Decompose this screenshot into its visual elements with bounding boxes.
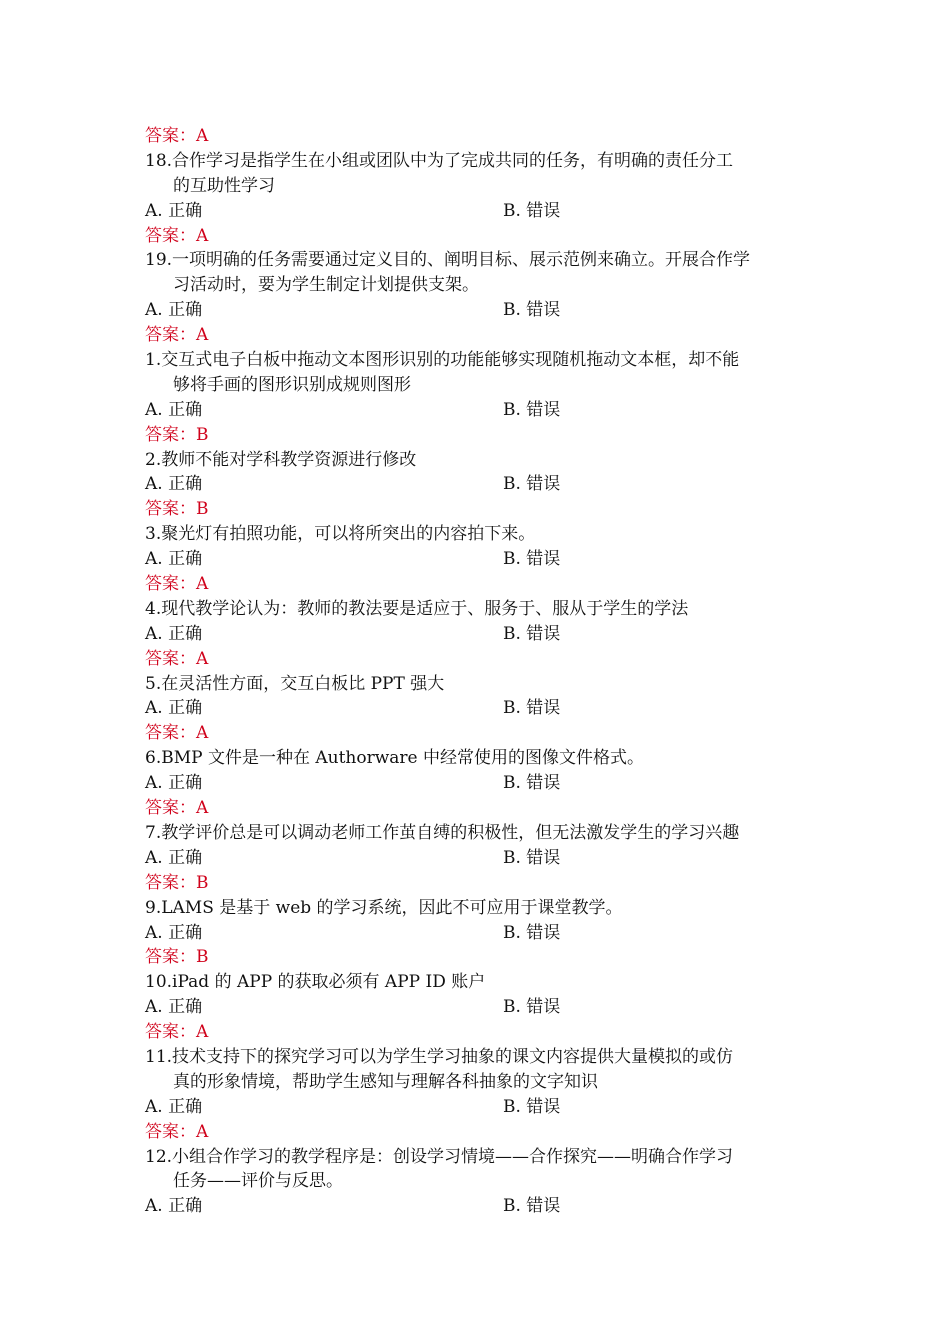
options-row — [145, 199, 815, 224]
options-row — [145, 771, 815, 796]
question-list — [145, 124, 815, 1219]
option-b: B. 错误 — [503, 399, 561, 420]
option-a: A. 正确 — [145, 623, 203, 644]
option-b: B. 错误 — [503, 549, 561, 570]
option-b: B. 错误 — [503, 922, 561, 943]
option-a: A. 正确 — [145, 997, 203, 1018]
answer-line: 答案：A — [145, 325, 209, 346]
question-text: 5.在灵活性方面，交互白板比 PPT 强大 — [145, 673, 445, 694]
options-row — [145, 921, 815, 946]
question-text: 18.合作学习是指学生在小组或团队中为了完成共同的任务，有明确的责任分工 — [145, 150, 734, 171]
question-text: 2.教师不能对学科教学资源进行修改 — [145, 449, 417, 470]
question-text-continued: 真的形象情境，帮助学生感知与理解各科抽象的文字知识 — [173, 1071, 598, 1092]
option-a: A. 正确 — [145, 1096, 203, 1117]
option-a: A. 正确 — [145, 1196, 203, 1217]
option-a: A. 正确 — [145, 773, 203, 794]
question-text: 4.现代教学论认为：教师的教法要是适应于、服务于、服从于学生的学法 — [145, 598, 689, 619]
options-row — [145, 846, 815, 871]
answer-line: 答案：A — [145, 1121, 209, 1142]
question-text-continued: 习活动时，要为学生制定计划提供支架。 — [173, 275, 479, 296]
options-row — [145, 472, 815, 497]
question-text-continued: 够将手画的图形识别成规则图形 — [173, 374, 411, 395]
option-b: B. 错误 — [503, 698, 561, 719]
question-text-continued: 的互助性学习 — [173, 175, 275, 196]
options-row — [145, 547, 815, 572]
answer-line: 答案：A — [145, 225, 209, 246]
answer-line: 答案：A — [145, 126, 209, 146]
answer-line: 答案：B — [145, 499, 209, 520]
answer-line: 答案：B — [145, 947, 209, 968]
option-b: B. 错误 — [503, 300, 561, 321]
option-a: A. 正确 — [145, 847, 203, 868]
question-text: 19.一项明确的任务需要通过定义目的、阐明目标、展示范例来确立。开展合作学 — [145, 250, 751, 271]
option-b: B. 错误 — [503, 773, 561, 794]
option-a: A. 正确 — [145, 922, 203, 943]
option-b: B. 错误 — [503, 997, 561, 1018]
options-row — [145, 995, 815, 1020]
answer-line: 答案：A — [145, 648, 209, 669]
options-row — [145, 1194, 815, 1219]
question-text: 7.教学评价总是可以调动老师工作茧自缚的积极性，但无法激发学生的学习兴趣 — [145, 822, 740, 843]
question-text: 6.BMP 文件是一种在 Authorware 中经常使用的图像文件格式。 — [145, 748, 645, 769]
question-text: 9.LAMS 是基于 web 的学习系统，因此不可应用于课堂教学。 — [145, 897, 623, 918]
option-b: B. 错误 — [503, 474, 561, 495]
option-b: B. 错误 — [503, 1196, 561, 1217]
question-text: 12.小组合作学习的教学程序是：创设学习情境——合作探究——明确合作学习 — [145, 1146, 734, 1167]
option-b: B. 错误 — [503, 1096, 561, 1117]
question-text: 1.交互式电子白板中拖动文本图形识别的功能能够实现随机拖动文本框，却不能 — [145, 350, 740, 371]
question-text: 3.聚光灯有拍照功能，可以将所突出的内容拍下来。 — [145, 524, 536, 545]
option-a: A. 正确 — [145, 200, 203, 221]
answer-line: 答案：A — [145, 1022, 209, 1043]
option-b: B. 错误 — [503, 847, 561, 868]
options-row — [145, 696, 815, 721]
answer-line: 答案：B — [145, 872, 209, 893]
options-row — [145, 622, 815, 647]
answer-line: 答案：A — [145, 574, 209, 595]
answer-line: 答案：A — [145, 723, 209, 744]
option-a: A. 正确 — [145, 399, 203, 420]
options-row — [145, 1095, 815, 1120]
question-text: 11.技术支持下的探究学习可以为学生学习抽象的课文内容提供大量模拟的或仿 — [145, 1046, 734, 1067]
option-b: B. 错误 — [503, 200, 561, 221]
option-a: A. 正确 — [145, 300, 203, 321]
option-a: A. 正确 — [145, 549, 203, 570]
option-b: B. 错误 — [503, 623, 561, 644]
answer-line: 答案：A — [145, 798, 209, 819]
answer-line: 答案：B — [145, 424, 209, 445]
option-a: A. 正确 — [145, 474, 203, 495]
question-text: 10.iPad 的 APP 的获取必须有 APP ID 账户 — [145, 972, 486, 993]
question-text-continued: 任务——评价与反思。 — [173, 1171, 343, 1192]
option-a: A. 正确 — [145, 698, 203, 719]
options-row — [145, 298, 815, 323]
options-row — [145, 398, 815, 423]
